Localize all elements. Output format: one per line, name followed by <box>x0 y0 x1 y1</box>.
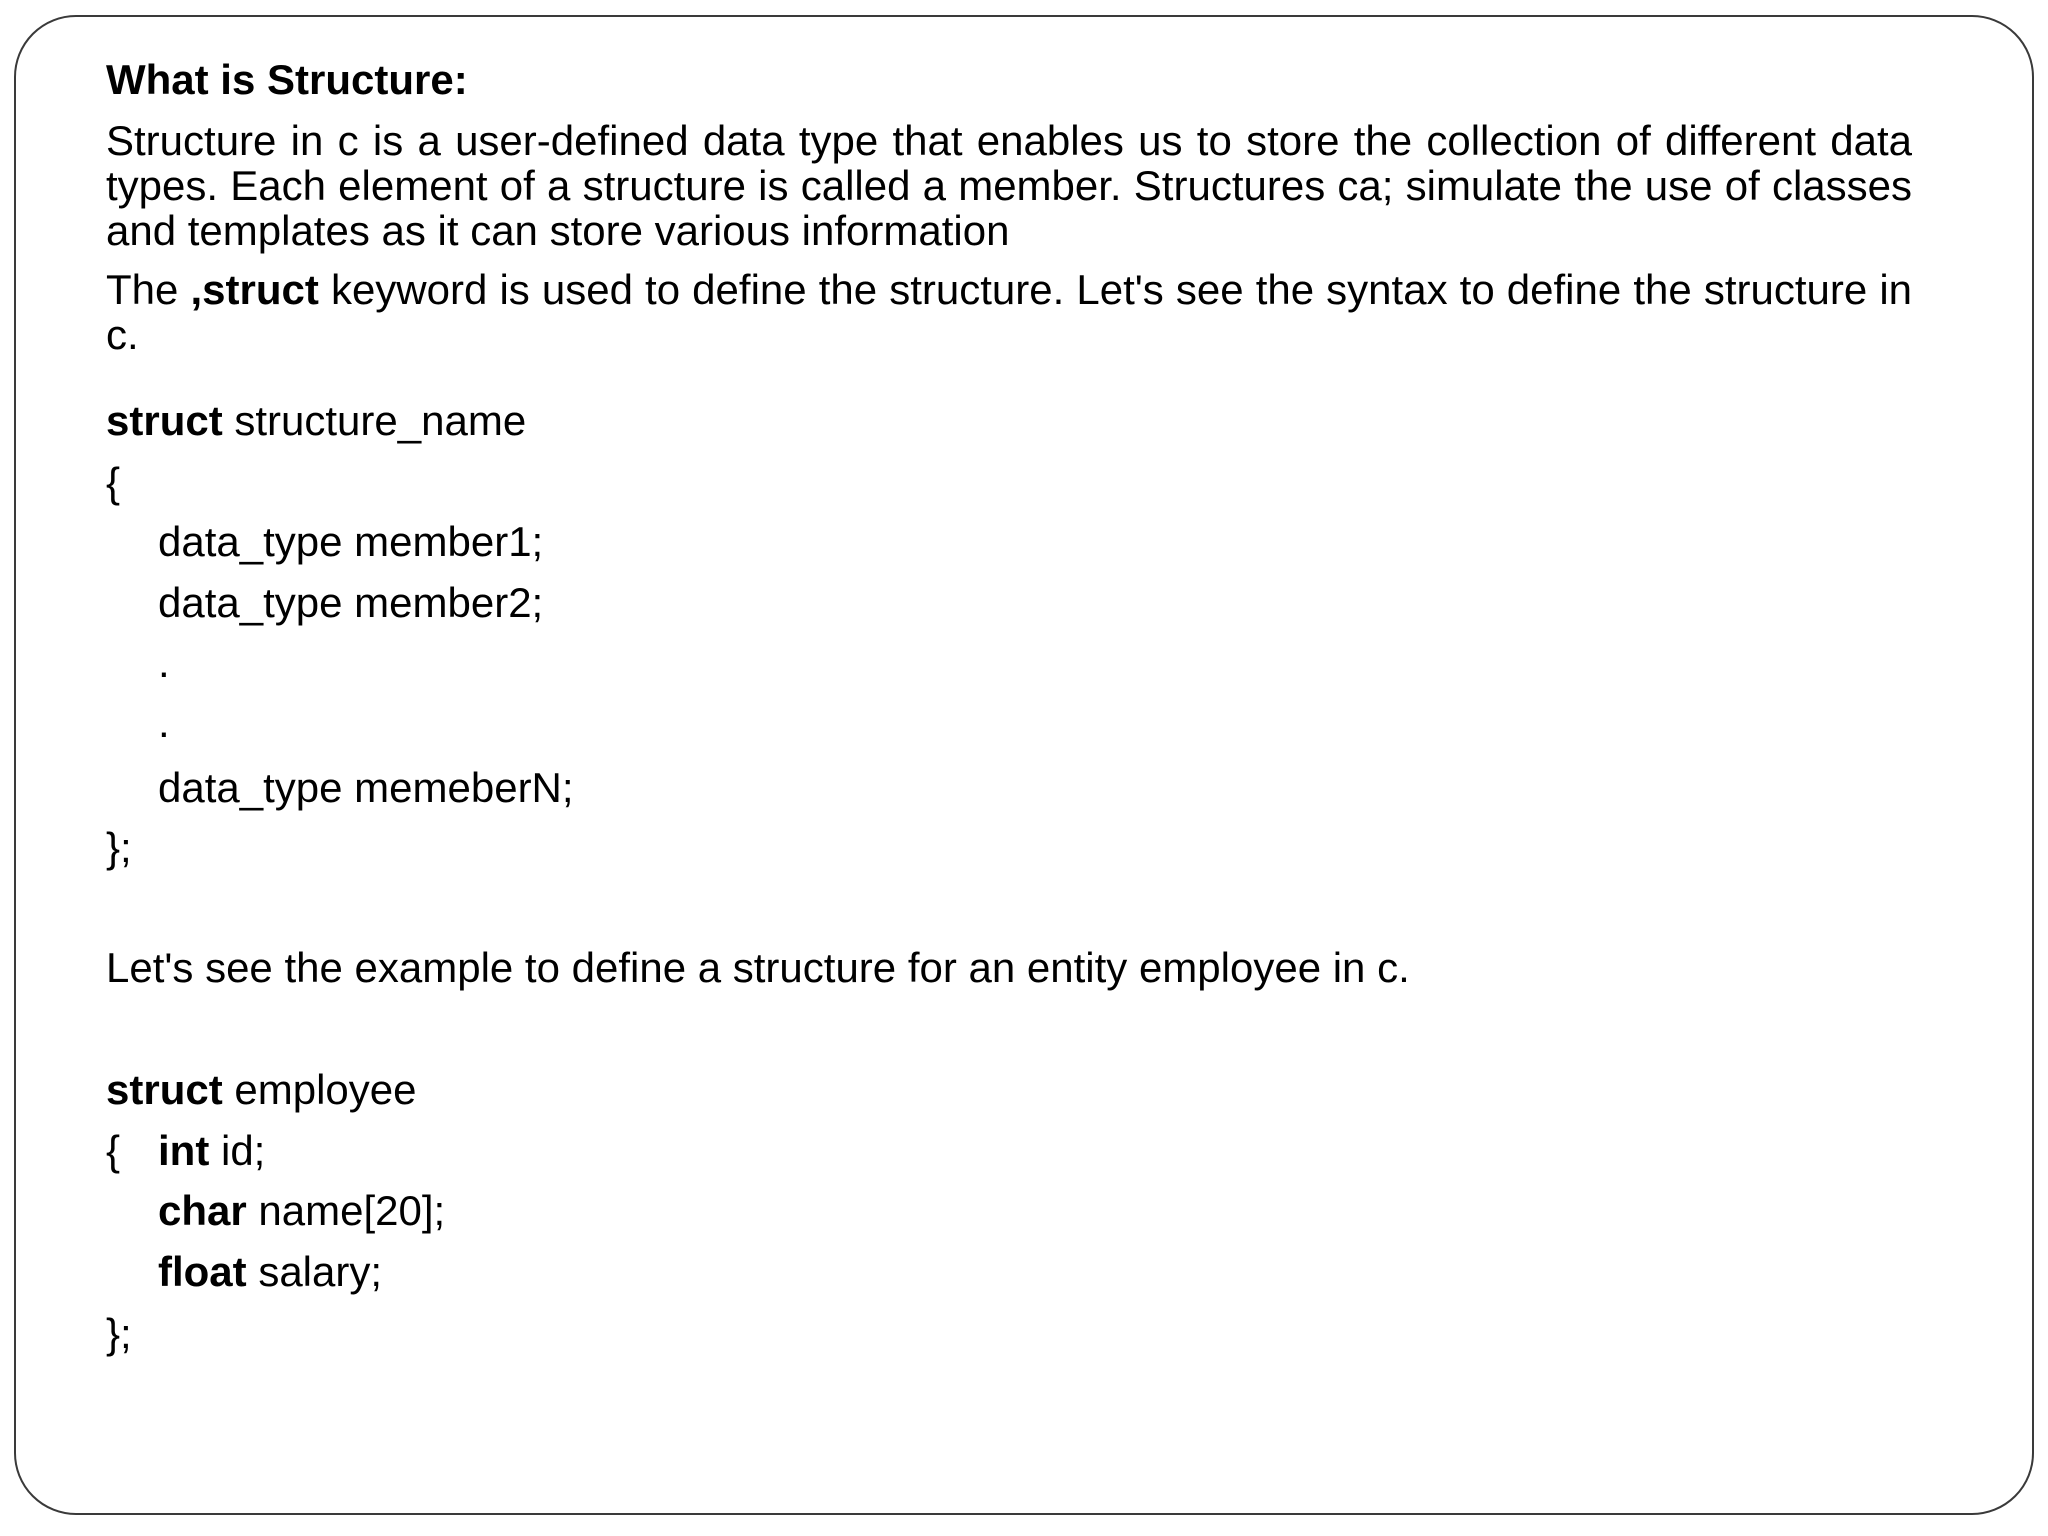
syntax-struct-keyword: struct <box>106 397 223 444</box>
example-close: }; <box>106 1310 132 1357</box>
field-rest: salary; <box>246 1248 383 1295</box>
example-struct-name: employee <box>222 1066 417 1113</box>
definition-paragraph: Structure in c is a user-defined data type that enables us to store the collection of different data types. Each element of a structure is called a member. Structures ca; simulate the use of classes and templates as it can store various information <box>106 117 1912 254</box>
keyword-paragraph-pre: The <box>106 266 191 313</box>
field-rest: id; <box>209 1127 266 1174</box>
example-open-brace: { <box>106 1127 121 1174</box>
example-field-id <box>158 1123 265 1179</box>
syntax-open-brace: { <box>106 459 121 506</box>
example-field-name <box>158 1183 445 1239</box>
example-struct-keyword: struct <box>106 1066 223 1113</box>
example-declaration <box>106 1062 416 1118</box>
syntax-member-line: data_type member2; <box>158 579 544 626</box>
syntax-struct-name: structure_name <box>222 397 527 444</box>
syntax-member-line: data_type member1; <box>158 518 544 565</box>
syntax-declaration <box>106 393 526 449</box>
keyword-paragraph-post: keyword is used to define the structure. Let's see the syntax to define the structure in c. <box>106 266 1913 358</box>
field-type: char <box>158 1187 247 1234</box>
syntax-ellipsis-dot: . <box>158 699 170 746</box>
syntax-member-line: data_type memeberN; <box>158 764 574 811</box>
syntax-ellipsis-dot: . <box>158 639 170 686</box>
struct-keyword: ,struct <box>190 266 319 313</box>
example-field-salary <box>158 1244 382 1300</box>
field-type: float <box>158 1248 247 1295</box>
slide-heading: What is Structure: <box>106 56 468 103</box>
field-type: int <box>158 1127 210 1174</box>
syntax-close: }; <box>106 824 132 871</box>
example-intro: Let's see the example to define a structure for an entity employee in c. <box>106 944 1410 991</box>
keyword-paragraph <box>106 267 1912 357</box>
field-rest: name[20]; <box>246 1187 446 1234</box>
